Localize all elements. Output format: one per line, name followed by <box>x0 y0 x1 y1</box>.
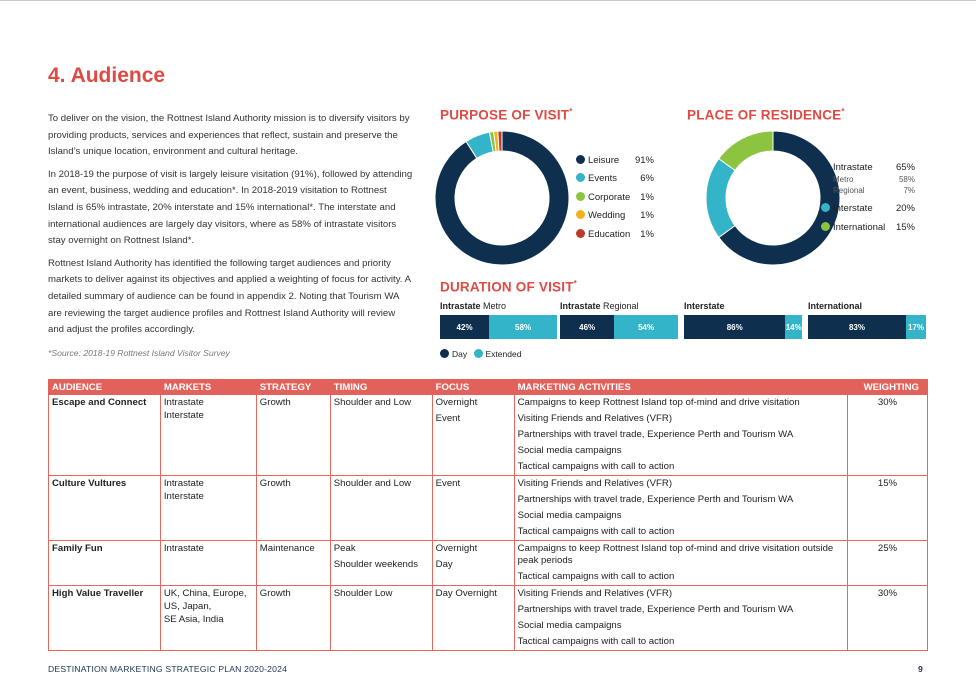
legend-value: 6% <box>640 173 654 184</box>
legend-item-leisure <box>576 154 619 168</box>
duration-group-label: International <box>808 301 863 311</box>
cell-activities: Visiting Friends and Relatives (VFR) Partnerships with travel trade, Experience Perth and Tourism WA Social media campaigns Tactical campaigns with call to action <box>514 586 847 651</box>
bar-segment-day: 86% <box>684 315 785 339</box>
legend-label: International <box>833 222 886 233</box>
cell-focus: Overnight Day <box>432 541 514 586</box>
day-swatch <box>440 349 449 358</box>
legend-label: Wedding <box>588 210 626 221</box>
legend-value: 65% <box>895 162 915 173</box>
legend-label: Corporate <box>588 192 631 203</box>
cell-timing: Peak Shoulder weekends <box>330 541 432 586</box>
cell-activities: Campaigns to keep Rottnest Island top of-mind and drive visitation Visiting Friends and Relatives (VFR) Partnerships with travel trade, Experience Perth and Tourism WA Social media campaigns Tactical campaigns with call to action <box>514 395 847 476</box>
duration-group-label: Intrastate Metro <box>440 301 507 311</box>
bar-segment-day: 46% <box>560 315 614 339</box>
bar-segment-extended: 54% <box>614 315 678 339</box>
intro-paragraph-3: Rottnest Island Authority has identified the following target audiences and priority markets to deliver against its objectives and applied a weighting of focus for activity. A detailed summary of audience can be found in appendix 2. Noting that Tourism WA are reviewing the target audience profiles and Rottnest Island Authority will review and adjust the profiles accordingly. <box>48 257 411 336</box>
top-rule <box>0 0 976 1</box>
table-header-row <box>49 380 928 395</box>
interstate-swatch <box>821 203 830 212</box>
cell-weighting: 15% <box>847 476 927 541</box>
cell-markets: Intrastate Interstate <box>160 395 256 476</box>
cell-markets: Intrastate <box>160 541 256 586</box>
col-header-audience: AUDIENCE <box>49 380 161 395</box>
cell-audience: High Value Traveller <box>49 586 161 651</box>
wedding-swatch <box>576 210 585 219</box>
purpose-donut-chart <box>434 130 570 266</box>
purpose-legend <box>576 154 676 246</box>
bar-segment-extended: 17% <box>906 315 926 339</box>
cell-weighting: 25% <box>847 541 927 586</box>
cell-audience: Family Fun <box>49 541 161 586</box>
cell-weighting: 30% <box>847 395 927 476</box>
duration-group-label: Intrastate Regional <box>560 301 639 311</box>
slice-interstate <box>706 159 735 238</box>
cell-markets: Intrastate Interstate <box>160 476 256 541</box>
legend-day-label: Day <box>452 349 468 359</box>
legend-sub-metro: Metro <box>833 175 854 184</box>
legend-sub-regional: Regional <box>833 186 865 195</box>
bar-segment-extended: 14% <box>785 315 802 339</box>
cell-markets: UK, China, Europe, US, Japan, SE Asia, India <box>160 586 256 651</box>
legend-value: 1% <box>640 192 654 203</box>
duration-group-label: Interstate <box>684 301 725 311</box>
col-header-timing: TIMING <box>330 380 432 395</box>
slice-education <box>498 131 502 151</box>
cell-activities: Visiting Friends and Relatives (VFR) Partnerships with travel trade, Experience Perth and Tourism WA Social media campaigns Tactical campaigns with call to action <box>514 476 847 541</box>
bar-segment-extended: 58% <box>489 315 557 339</box>
international-swatch <box>821 222 830 231</box>
bar-segment-day: 42% <box>440 315 489 339</box>
duration-bar <box>440 315 557 339</box>
col-header-strategy: STRATEGY <box>256 380 330 395</box>
legend-label: Leisure <box>588 155 620 166</box>
events-swatch <box>576 173 585 182</box>
purpose-chart-title: PURPOSE OF VISIT* <box>440 107 573 123</box>
intro-paragraph-2: In 2018-19 the purpose of visit is largely leisure visitation (91%), followed by attending an event, business, wedding and education*. In 2018-2019 visitation to Rottnest Island is 65% intrastate, 20% interstate and 15% international*. The interstate and international audiences are largely day visitors, where as 58% of intrastate visitors stay overnight on Rottnest Island*. <box>48 168 413 247</box>
audience-table <box>48 379 928 651</box>
table-row <box>49 586 928 651</box>
legend-extended-label: Extended <box>485 349 522 359</box>
table-row <box>49 476 928 541</box>
legend-value: 15% <box>895 222 915 233</box>
legend-item-intrastate <box>821 161 873 175</box>
legend-item-extended <box>474 349 522 359</box>
extended-swatch <box>474 349 483 358</box>
residence-chart-title: PLACE OF RESIDENCE* <box>687 107 845 123</box>
legend-value: 1% <box>640 210 654 221</box>
legend-value: 1% <box>640 229 654 240</box>
bar-segment-day: 83% <box>808 315 906 339</box>
cell-audience: Escape and Connect <box>49 395 161 476</box>
cell-audience: Culture Vultures <box>49 476 161 541</box>
cell-strategy: Growth <box>256 476 330 541</box>
education-swatch <box>576 229 585 238</box>
corporate-swatch <box>576 192 585 201</box>
legend-label: Interstate <box>833 203 873 214</box>
cell-timing: Shoulder Low <box>330 586 432 651</box>
duration-bar <box>560 315 678 339</box>
legend-item-day <box>440 349 467 359</box>
leisure-swatch <box>576 155 585 164</box>
cell-strategy: Maintenance <box>256 541 330 586</box>
duration-bar <box>808 315 926 339</box>
cell-timing: Shoulder and Low <box>330 476 432 541</box>
cell-focus: Event <box>432 476 514 541</box>
cell-focus: Day Overnight <box>432 586 514 651</box>
table-row <box>49 395 928 476</box>
legend-sub-value: 58% <box>898 175 915 184</box>
legend-label: Education <box>588 229 631 240</box>
footer-title: DESTINATION MARKETING STRATEGIC PLAN 2020-2024 <box>48 664 288 674</box>
intrastate-swatch <box>821 162 830 171</box>
page-number: 9 <box>918 664 923 674</box>
cell-focus: Overnight Event <box>432 395 514 476</box>
col-header-markets: MARKETS <box>160 380 256 395</box>
cell-weighting: 30% <box>847 586 927 651</box>
table-row <box>49 541 928 586</box>
legend-value: 20% <box>895 203 915 214</box>
col-header-weighting: WEIGHTING <box>847 380 927 395</box>
legend-label: Intrastate <box>833 162 873 173</box>
cell-activities: Campaigns to keep Rottnest Island top of-mind and drive visitation outside peak periods Tactical campaigns with call to action <box>514 541 847 586</box>
legend-item-interstate <box>821 202 873 216</box>
cell-timing: Shoulder and Low <box>330 395 432 476</box>
source-note: *Source: 2018-19 Rottnest Island Visitor Survey <box>48 347 230 358</box>
intro-text <box>48 111 413 367</box>
legend-sub-value: 7% <box>903 186 915 195</box>
col-header-focus: FOCUS <box>432 380 514 395</box>
legend-value: 91% <box>634 155 654 166</box>
col-header-activities: MARKETING ACTIVITIES <box>514 380 847 395</box>
residence-legend <box>821 161 921 241</box>
legend-item-events <box>576 172 617 186</box>
legend-label: Events <box>588 173 618 184</box>
cell-strategy: Growth <box>256 395 330 476</box>
cell-strategy: Growth <box>256 586 330 651</box>
duration-bar <box>684 315 802 339</box>
slice-international <box>719 131 773 170</box>
duration-chart-title: DURATION OF VISIT* <box>440 279 577 295</box>
page-title: 4. Audience <box>48 64 166 87</box>
duration-legend <box>440 349 521 359</box>
intro-paragraph-1: To deliver on the vision, the Rottnest Island Authority mission is to diversify visitors by providing products, services and experiences that reflect, sustain and preserve the Island’s unique location, environment and cultural heritage. <box>48 113 410 158</box>
